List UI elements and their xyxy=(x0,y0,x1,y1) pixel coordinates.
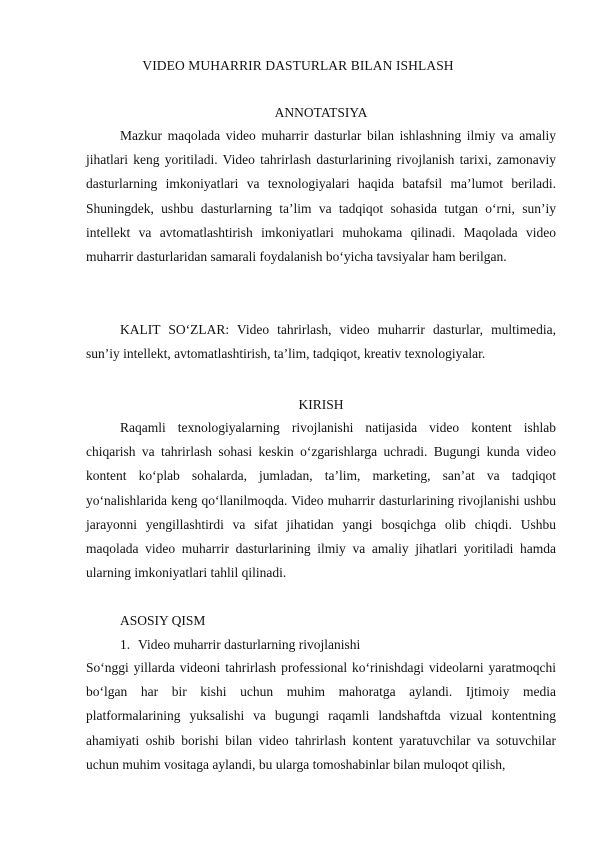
annotation-paragraph: Mazkur maqolada video muharrir dasturlar bilan ishlashning ilmiy va amaliy jihatlari keng yoritiladi. Video tahrirlash dasturlarining rivojlanish tarixi, zamonaviy dasturlarning imkoniyatlari va texnologiyalari haqida batafsil ma’lumot beriladi. Shuningdek, ushbu dasturlarning ta’lim va tadqiqot sohasida tutgan o‘rni, sun’iy intellekt va avtomatlashtirish imkoniyatlari muhokama qilinadi. Maqolada video muharrir dasturlaridan samarali foydalanish bo‘yicha tavsiyalar ham berilgan. xyxy=(86,128,556,265)
list-item-1 xyxy=(120,637,360,653)
main-paragraph: So‘nggi yillarda videoni tahrirlash professional ko‘rinishdagi videolarni yaratmoqchi bo‘lgan har bir kishi uchun muhim mahoratga aylandi. Ijtimoiy media platformalarining yuksalishi va bugungi raqamli landshaftda vizual kontentning ahamiyati oshib borishi bilan video tahrirlash kontent yaratuvchilar va sotuvchilar uchun muhim vositaga aylandi, bu ularga tomoshabinlar bilan muloqot qilish, xyxy=(86,660,556,772)
intro-paragraph: Raqamli texnologiyalarning rivojlanishi natijasida video kontent ishlab chiqarish va tahrirlash sohasi keskin o‘zgarishlarga uchradi. Bugungi kunda video kontent ko‘plab sohalarda, jumladan, ta’lim, marketing, san’at va tadqiqot yo‘nalishlarida keng qo‘llanilmoqda. Video muharrir dasturlarining rivojlanishi ushbu jarayonni yengillashtirdi va sifat jihatidan yangi bosqichga olib chiqdi. Ushbu maqolada video muharrir dasturlarining ilmiy va amaliy jihatlari yoritiladi hamda ularning imkoniyatlari tahlil qilinadi. xyxy=(86,420,556,581)
list-item-text: Video muharrir dasturlarning rivojlanishi xyxy=(138,637,361,652)
list-item-number: 1. xyxy=(120,637,131,652)
annotation-heading: ANNOTATSIYA xyxy=(274,105,368,120)
main-section-heading: ASOSIY QISM xyxy=(120,613,206,628)
keywords-paragraph: KALIT SO‘ZLAR: Video tahrirlash, video muharrir dasturlar, multimedia, sun’iy intellekt, avtomatlashtirish, ta’lim, tadqiqot, kreativ texnologiyalar. xyxy=(86,322,556,362)
intro-heading: KIRISH xyxy=(298,397,344,412)
document-title: VIDEO MUHARRIR DASTURLAR BILAN ISHLASH xyxy=(142,58,454,73)
